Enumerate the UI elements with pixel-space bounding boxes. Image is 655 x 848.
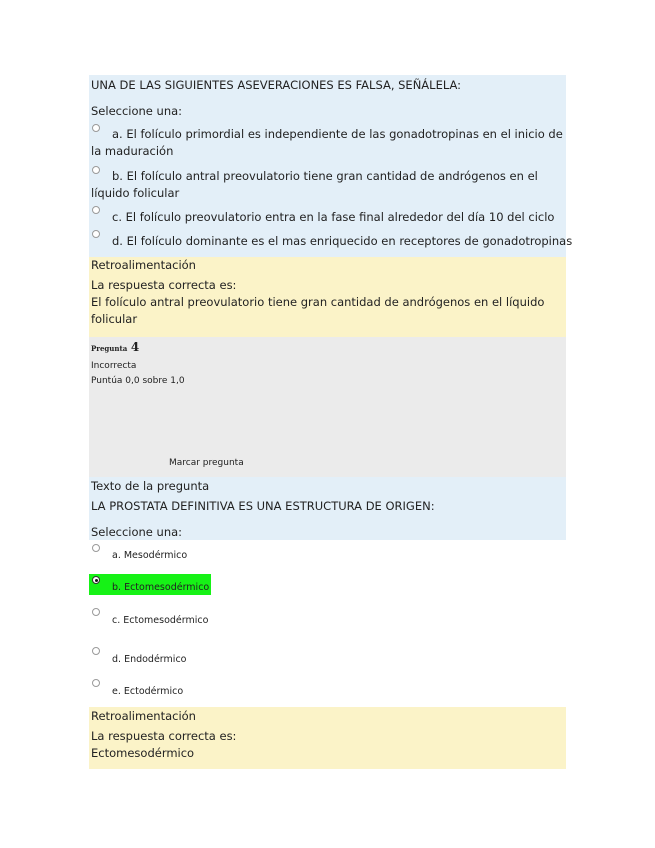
q3-option-d[interactable]: d. El folículo dominante es el mas enriquecido en receptores de gonadotropinas xyxy=(112,234,573,248)
q3-option-a[interactable]: a. El folículo primordial es independiente de las gonadotropinas en el inicio de la maduración xyxy=(91,127,563,158)
q4-option-e-radio[interactable] xyxy=(92,679,100,687)
q3-correct-label: La respuesta correcta es: xyxy=(91,278,237,292)
q4-option-b[interactable]: b. Ectomesodérmico xyxy=(112,582,210,593)
question-4-heading xyxy=(91,340,139,356)
q3-option-c-radio[interactable] xyxy=(92,206,100,214)
question-4-text-label: Texto de la pregunta xyxy=(91,479,210,493)
q4-feedback-title: Retroalimentación xyxy=(91,709,196,723)
question-3-text: UNA DE LAS SIGUIENTES ASEVERACIONES ES FALSA, SEÑÁLELA: xyxy=(91,78,462,92)
question-4-select-label: Seleccione una: xyxy=(91,525,183,539)
question-3-select-label: Seleccione una: xyxy=(91,104,183,118)
q4-correct-label: La respuesta correcta es: xyxy=(91,729,237,743)
question-4-info xyxy=(89,337,566,477)
q3-correct-answer: El folículo antral preovulatorio tiene gran cantidad de andrógenos en el líquido folicular xyxy=(91,295,545,326)
q4-option-d[interactable]: d. Endodérmico xyxy=(112,654,187,665)
q3-option-b[interactable]: b. El folículo antral preovulatorio tiene gran cantidad de andrógenos en el líquido folicular xyxy=(91,169,538,200)
q4-option-b-radio[interactable] xyxy=(92,576,100,584)
q4-option-c[interactable]: c. Ectomesodérmico xyxy=(112,615,209,626)
q3-option-d-radio[interactable] xyxy=(92,230,100,238)
q4-option-d-radio[interactable] xyxy=(92,647,100,655)
q4-option-e[interactable]: e. Ectodérmico xyxy=(112,686,184,697)
q4-option-c-radio[interactable] xyxy=(92,608,100,616)
q4-option-a[interactable]: a. Mesodérmico xyxy=(112,550,188,561)
q3-feedback-title: Retroalimentación xyxy=(91,258,196,272)
q3-option-c[interactable]: c. El folículo preovulatorio entra en la fase final alrededor del día 10 del ciclo xyxy=(112,210,555,224)
question-3-content xyxy=(89,75,566,257)
question-4-status: Incorrecta xyxy=(91,361,137,371)
q4-option-a-radio[interactable] xyxy=(92,544,100,552)
question-number: 4 xyxy=(130,340,140,354)
flag-question-link[interactable]: Marcar pregunta xyxy=(169,458,244,468)
question-label: Pregunta xyxy=(91,344,128,353)
q4-correct-answer: Ectomesodérmico xyxy=(91,746,195,760)
question-4-score: Puntúa 0,0 sobre 1,0 xyxy=(91,376,185,386)
question-4-text: LA PROSTATA DEFINITIVA ES UNA ESTRUCTURA DE ORIGEN: xyxy=(91,499,435,513)
